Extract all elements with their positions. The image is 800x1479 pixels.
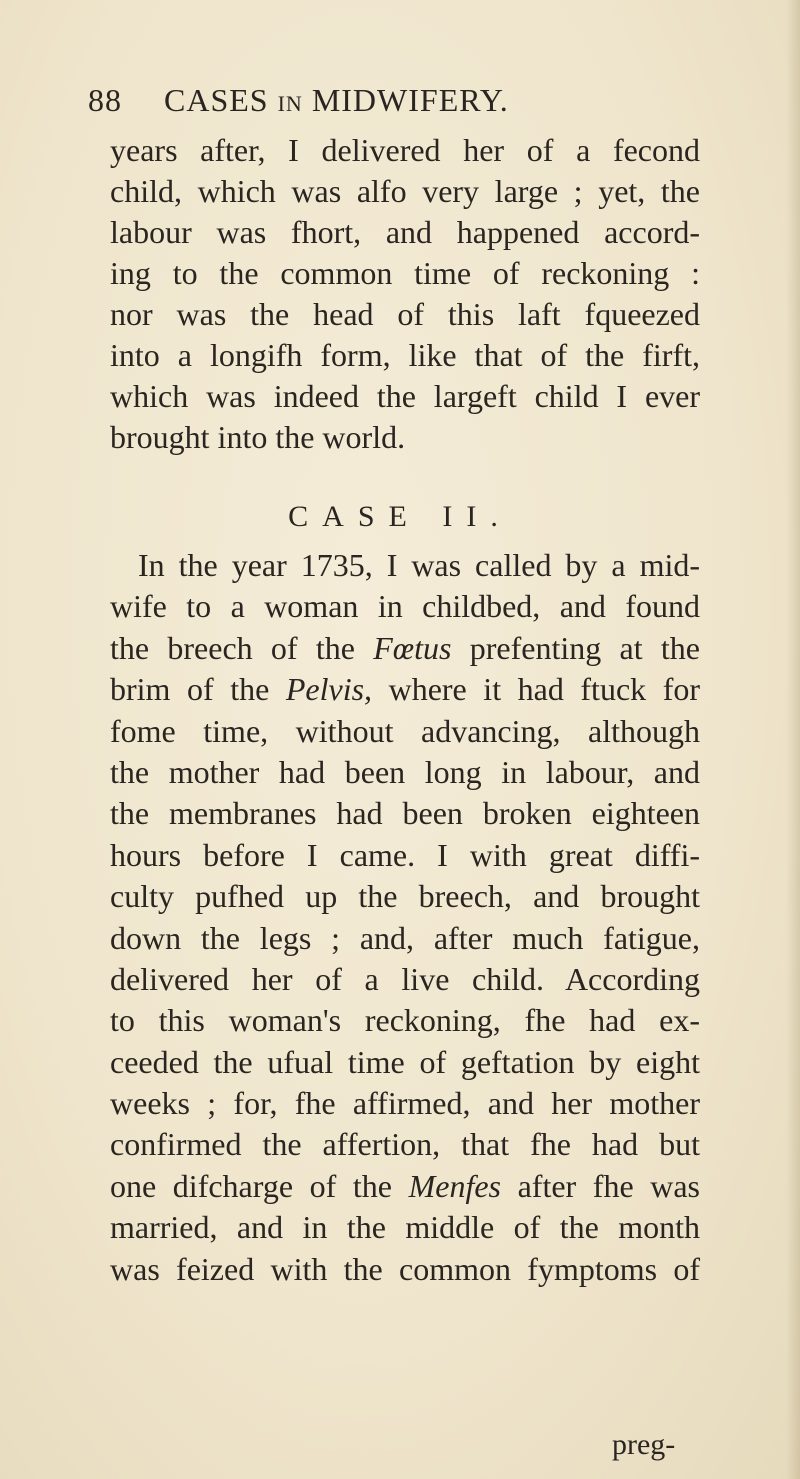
paragraph-continued bbox=[110, 130, 700, 458]
text-line: the mother had been long in labour, and bbox=[110, 753, 700, 790]
text-line: which was indeed the largeft child I ever bbox=[110, 378, 700, 414]
text-segment: where it had ftuck for bbox=[372, 671, 701, 708]
text-line: culty pufhed up the breech, and brought bbox=[110, 878, 700, 915]
text-line: into a longifh form, like that of the firft, bbox=[110, 337, 700, 373]
text-line: was feized with the common fymptoms of bbox=[110, 1250, 700, 1287]
text-line: ing to the common time of reckoning : bbox=[110, 255, 700, 291]
text-line: married, and in the middle of the month bbox=[110, 1209, 700, 1246]
text-line bbox=[110, 1166, 700, 1207]
text-line: to this woman's reckoning, fhe had ex- bbox=[110, 1002, 700, 1039]
text-line: hours before I came. I with great diffi- bbox=[110, 836, 700, 873]
text-line: ceeded the ufual time of geftation by eight bbox=[110, 1043, 700, 1080]
text-segment: after fhe was bbox=[500, 1167, 701, 1204]
text-line: the membranes had been broken eighteen bbox=[110, 795, 700, 832]
text-line bbox=[110, 669, 700, 710]
text-line: down the legs ; and, after much fatigue, bbox=[110, 919, 700, 956]
catchword: preg- bbox=[612, 1428, 676, 1461]
italic-term: Fœtus bbox=[373, 629, 452, 666]
case-heading: CASE II. bbox=[288, 500, 512, 533]
text-line bbox=[110, 628, 700, 669]
running-title-in: IN bbox=[277, 91, 303, 116]
text-line: wife to a woman in childbed, and found bbox=[110, 588, 700, 625]
italic-term: Pelvis, bbox=[285, 671, 373, 708]
running-title-cases: CASES bbox=[164, 82, 269, 118]
text-line: In the year 1735, I was called by a mid- bbox=[138, 547, 700, 583]
page-number: 88 bbox=[88, 82, 122, 118]
text-segment: prefenting at the bbox=[451, 629, 700, 666]
text-line: brought into the world. bbox=[110, 419, 406, 455]
text-line: fome time, without advancing, although bbox=[110, 712, 700, 749]
text-line: delivered her of a live child. According bbox=[110, 960, 700, 997]
text-line: nor was the head of this laft fqueezed bbox=[110, 296, 700, 332]
italic-term: Menfes bbox=[408, 1167, 501, 1204]
running-title-midwifery: MIDWIFERY. bbox=[311, 82, 509, 118]
text-line: years after, I delivered her of a fecond bbox=[110, 132, 700, 168]
text-segment: brim of the bbox=[110, 671, 286, 708]
text-line: weeks ; for, fhe affirmed, and her mother bbox=[110, 1085, 700, 1122]
text-line: confirmed the affertion, that fhe had but bbox=[110, 1126, 700, 1163]
text-segment: the breech of the bbox=[110, 629, 374, 666]
running-header bbox=[88, 78, 708, 122]
text-line: labour was fhort, and happened accord- bbox=[110, 214, 700, 250]
page-edge-shadow bbox=[786, 0, 800, 1479]
text-segment: one difcharge of the bbox=[110, 1167, 409, 1204]
running-title bbox=[164, 82, 509, 119]
text-line: child, which was alfo very large ; yet, the bbox=[110, 173, 700, 209]
paragraph-case-two bbox=[110, 545, 700, 1290]
